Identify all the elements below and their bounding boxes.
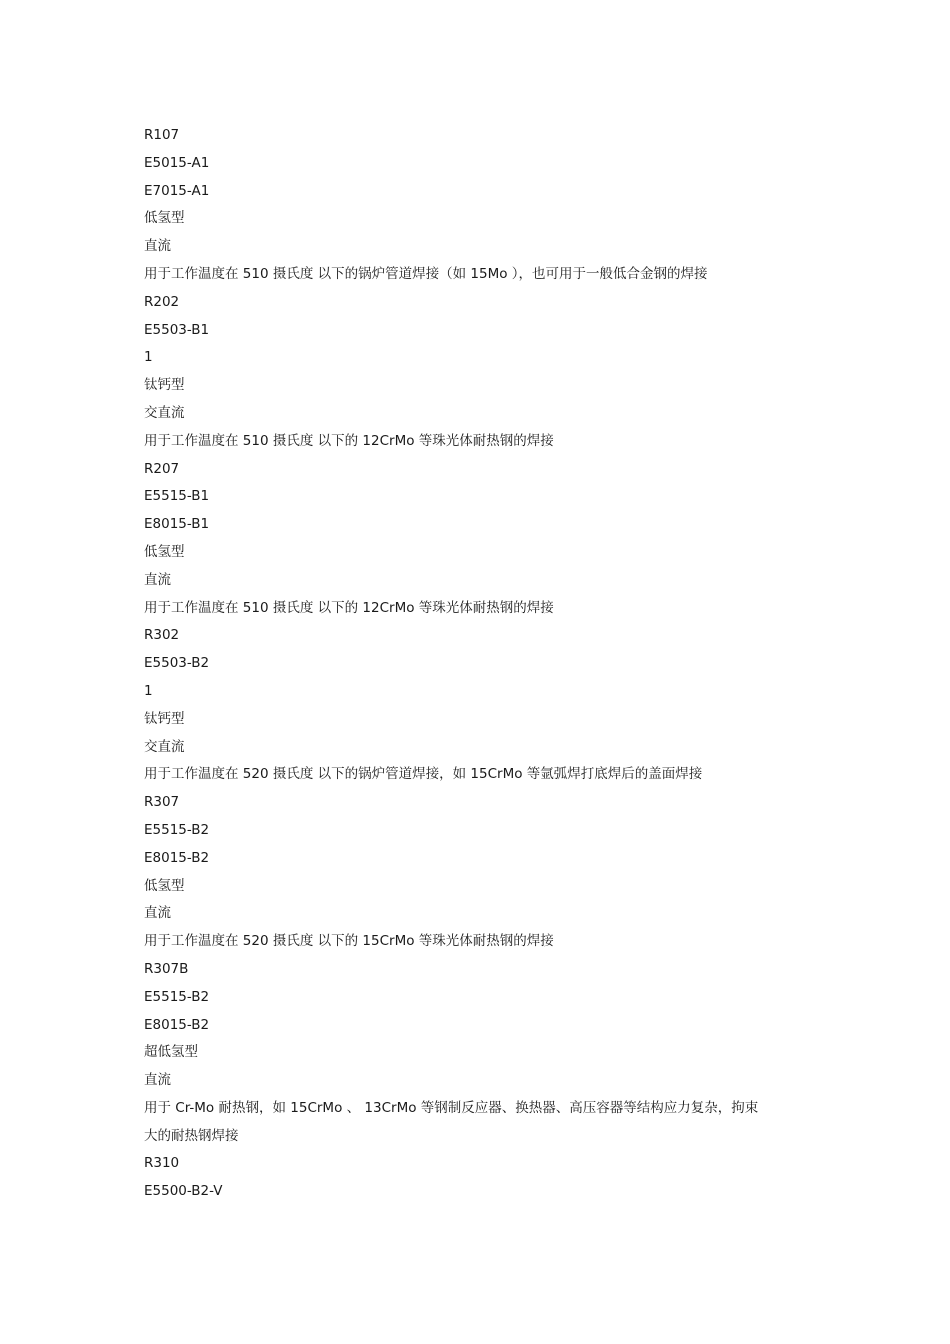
text-line: 直流	[144, 571, 171, 588]
text-line: E5515-B1	[144, 488, 210, 505]
text-line: E5515-B2	[144, 988, 210, 1005]
text-line: 用于工作温度在 520 摄氏度 以下的锅炉管道焊接，如 15CrMo 等氩弧焊打底焊后的盖面焊接	[144, 766, 703, 783]
text-line: 超低氢型	[144, 1044, 198, 1061]
text-line: 钛钙型	[144, 377, 185, 394]
text-line: R307	[144, 794, 180, 811]
text-line: 直流	[144, 905, 171, 922]
text-line: 1	[144, 682, 153, 699]
text-line: 用于工作温度在 520 摄氏度 以下的 15CrMo 等珠光体耐热钢的焊接	[144, 933, 554, 950]
text-line: R107	[144, 127, 180, 143]
text-line: E8015-B2	[144, 849, 210, 866]
text-line: R310	[144, 1155, 180, 1172]
document-body	[144, 122, 814, 1206]
text-line: 交直流	[144, 738, 185, 755]
text-line: 直流	[144, 1072, 171, 1089]
text-line: 1	[144, 349, 153, 366]
text-line: R202	[144, 293, 180, 310]
text-line: E5500-B2-V	[144, 1183, 223, 1200]
text-line: 大的耐热钢焊接	[144, 1127, 239, 1144]
text-line: 交直流	[144, 404, 185, 421]
text-line: E8015-B2	[144, 1016, 210, 1033]
text-line: R307B	[144, 960, 189, 977]
text-line: 低氢型	[144, 543, 185, 560]
text-line: R302	[144, 627, 180, 644]
text-line: E5515-B2	[144, 821, 210, 838]
text-line: R207	[144, 460, 180, 477]
text-line: 直流	[144, 238, 171, 255]
text-line: E8015-B1	[144, 516, 210, 533]
text-line: 低氢型	[144, 210, 185, 227]
text-line: E5015-A1	[144, 154, 210, 171]
text-line: E7015-A1	[144, 182, 210, 199]
text-line: E5503-B1	[144, 321, 210, 338]
text-line: 用于工作温度在 510 摄氏度 以下的 12CrMo 等珠光体耐热钢的焊接	[144, 599, 554, 616]
text-line: 低氢型	[144, 877, 185, 894]
text-line: E5503-B2	[144, 655, 210, 672]
text-line: 用于工作温度在 510 摄氏度 以下的 12CrMo 等珠光体耐热钢的焊接	[144, 432, 554, 449]
text-line: 钛钙型	[144, 710, 185, 727]
text-line: 用于工作温度在 510 摄氏度 以下的锅炉管道焊接（如 15Mo ），也可用于一般低合金钢的焊接	[144, 265, 708, 282]
text-line: 用于 Cr-Mo 耐热钢，如 15CrMo 、 13CrMo 等钢制反应器、换热器、高压容器等结构应力复杂，拘束	[144, 1099, 759, 1116]
